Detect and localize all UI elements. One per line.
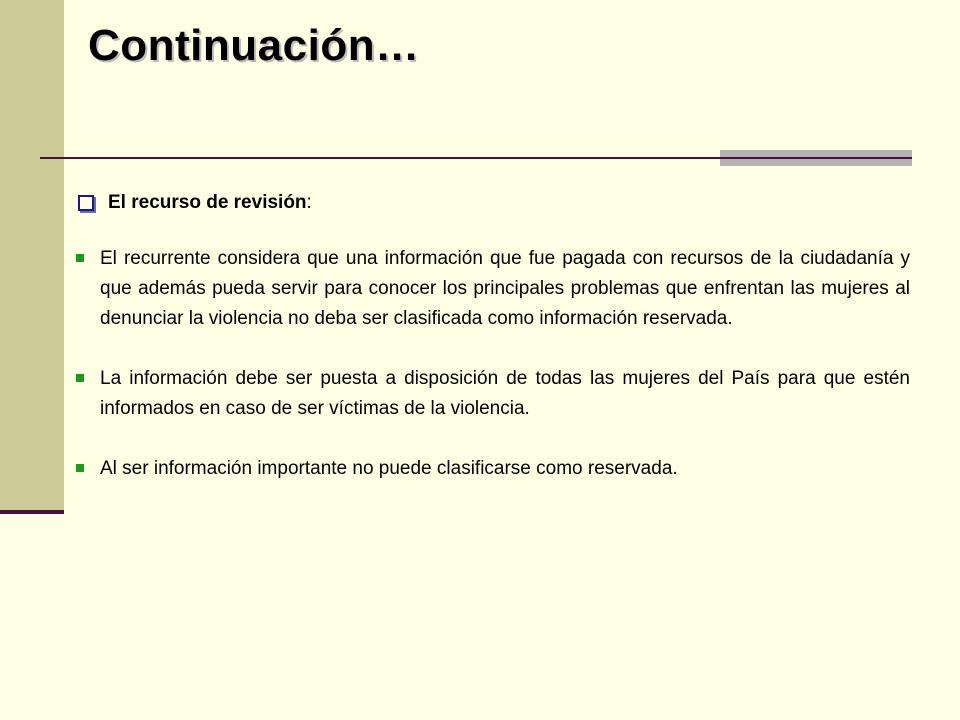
bullet-text: Al ser información importante no puede clasificarse como reservada.: [100, 458, 678, 479]
bullet-item: [72, 364, 910, 424]
slide-content: [72, 188, 910, 514]
left-bar-cap: [0, 510, 64, 514]
bullet-item: [72, 244, 910, 334]
square-bullet-icon: [76, 464, 84, 472]
section-heading: [72, 188, 910, 218]
bullet-text: El recurrente considera que una información que fue pagada con recursos de la ciudadanía y que además pueda servir para conocer los principales problemas que enfrentan las mujeres al denunciar la violencia no deba ser clasificada como información reservada.: [100, 248, 910, 329]
bullet-text: La información debe ser puesta a disposición de todas las mujeres del País para que estén informados en caso de ser víctimas de la violencia.: [100, 368, 910, 419]
left-decorative-bar: [0, 0, 64, 512]
bullet-item: [72, 454, 910, 484]
square-bullet-icon: [76, 374, 84, 382]
title-divider: [40, 157, 912, 159]
section-heading-label: El recurso de revisión: [108, 192, 307, 213]
slide-title: Continuación…: [88, 21, 420, 70]
section-heading-colon: :: [306, 192, 312, 213]
checkbox-bullet-icon: [78, 195, 94, 211]
square-bullet-icon: [76, 254, 84, 262]
